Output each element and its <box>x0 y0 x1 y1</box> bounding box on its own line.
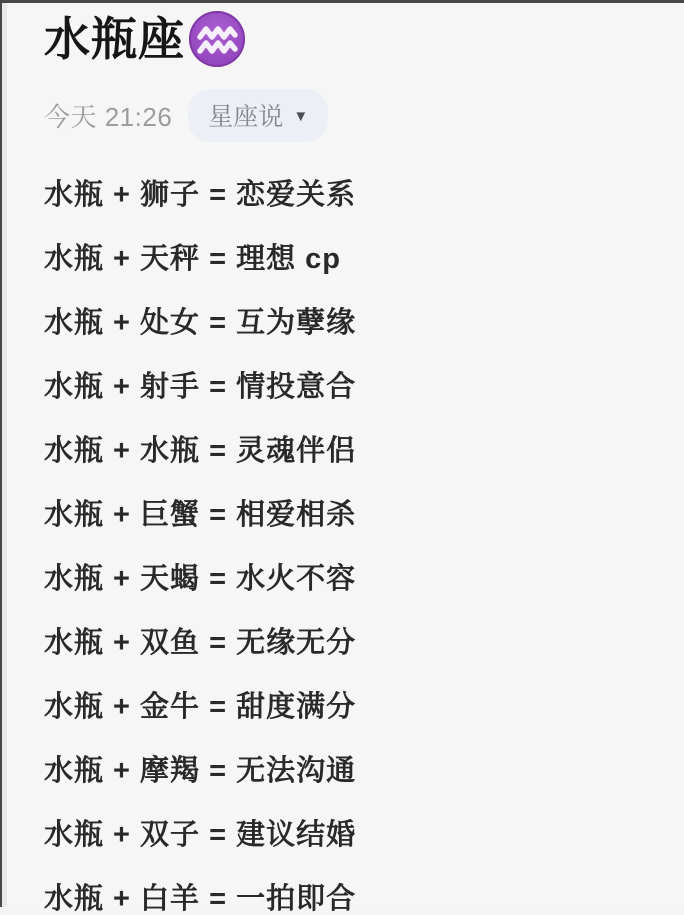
chevron-down-icon: ▼ <box>293 107 309 125</box>
pairing-row: 水瓶 + 双子 = 建议结婚 <box>44 819 357 851</box>
pairing-row: 水瓶 + 天蝎 = 水火不容 <box>44 563 357 595</box>
page-title: 水瓶座 <box>44 13 185 65</box>
timestamp: 今天 21:26 <box>44 102 173 132</box>
pairing-row: 水瓶 + 狮子 = 恋爱关系 <box>44 179 357 211</box>
pairing-row: 水瓶 + 天秤 = 理想 cp <box>44 243 341 275</box>
pairing-row: 水瓶 + 双鱼 = 无缘无分 <box>44 627 357 659</box>
post-meta <box>44 89 654 142</box>
pairing-row: 水瓶 + 巨蟹 = 相爱相杀 <box>44 499 357 531</box>
aquarius-icon <box>189 11 245 67</box>
source-tag-dropdown[interactable] <box>188 89 328 142</box>
pairing-row: 水瓶 + 金牛 = 甜度满分 <box>44 691 357 723</box>
pairing-row: 水瓶 + 射手 = 情投意合 <box>44 371 357 403</box>
pairing-row: 水瓶 + 白羊 = 一拍即合 <box>44 883 357 915</box>
source-tag-label: 星座说 <box>208 103 284 131</box>
pairing-row: 水瓶 + 水瓶 = 灵魂伴侣 <box>44 435 357 467</box>
post-header <box>44 11 654 67</box>
pairing-row: 水瓶 + 处女 = 互为孽缘 <box>44 307 357 339</box>
pairing-row: 水瓶 + 摩羯 = 无法沟通 <box>44 755 357 787</box>
pairing-list <box>44 180 654 915</box>
